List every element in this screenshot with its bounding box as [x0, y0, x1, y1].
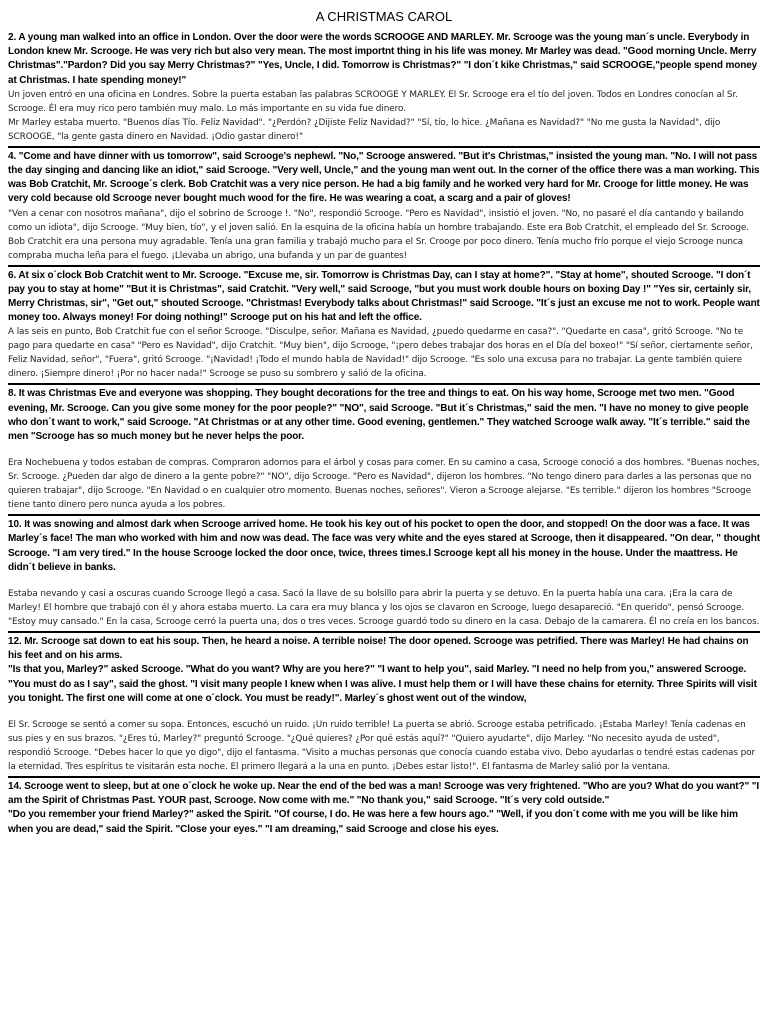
section-14: [8, 776, 760, 839]
spacer: [8, 706, 760, 718]
spanish-paragraph: Un joven entró en una oficina en Londres. Sobre la puerta estaban las palabras SCROOGE Y MARLEY. El Sr. Scrooge era el tío del joven. Todos en Londres conocían al Sr. Scrooge. Él era muy rico pero también muy malo. Lo más importante en su vida fue dinero.: [8, 89, 738, 114]
english-paragraph: 4. "Come and have dinner with us tomorrow", said Scrooge's nephewl. "No," Scrooge answered. "But it's Christmas," insisted the young man. "No. I will not pass the day singing and dancing like an idiot," said Scrooge. "Very well, Uncle," and the young man went out. In the corner of the office there was a man working. This was Bob Cratchit, Mr. Scrooge´s clerk. Bob Cratchit was a very nice person. He had a big family and he worked very hard for Mr. Crooge for little money. He was very cold because old Scrooge never bought much wood for the fire. He was wearing a coat, a scarg and a pair of gloves!: [8, 150, 760, 205]
english-paragraph: 6. At six o´clock Bob Cratchit went to Mr. Scrooge. "Excuse me, sir. Tomorrow is Christmas Day, can I stay at home?". "Stay at home", shouted Scrooge. "I don´t pay you to stay at home" "But it is Christmas", said Cratchit. "Very well," said Scrooge, "but you must work double hours on boxing Day !" "Yes sir, certainly sir, Merry Christmas, sir", "Get out," shouted Scrooge. "Christmas! Everybody talks about Christmas!" said Scrooge. "It´s just an excuse me not to work. People want money too. Always money! For doing nothing!" Scrooge put on his hat and left the office.: [8, 269, 760, 324]
section-8: [8, 383, 760, 514]
spanish-paragraph: Era Nochebuena y todos estaban de compras. Compraron adornos para el árbol y cosas para comer. En su camino a casa, Scrooge conoció a dos hombres. "Buenas noches, Sr. Scrooge. ¿Pueden dar algo de dinero a la gente pobre?" "NO", dijo Scrooge. "Pero es Navidad", dijeron los hombres. "No tengo dinero para darles a las personas que no quieren trabajar", dijo Scrooge. "En Navidad o en cualquier otro momento. Buenas noches, señores". Vieron a Scrooge alejarse. "Es terrible." dijeron los hombres "Scrooge tiene tanto dinero pero nunca ayuda a los pobres.: [8, 458, 760, 511]
section-2: [8, 31, 760, 146]
english-paragraph: 2. A young man walked into an office in London. Over the door were the words SCROOGE AND MARLEY. Mr. Scrooge was the young man´s uncle. Everybody in London knew Mr. Scrooge. He was very rich but also very mean. The most importnt thing in his life was money. Mr Marley was dead. "Good morning Uncle. Merry Christmas"."Pardon? Did you say Merry Christmas?" "Yes, Uncle, I did. Tomorrow is Christmas?" "I don´t kike Christmas," said SCROOGE,"people spend money at Christmas. I hate spending money!": [8, 32, 758, 86]
english-paragraph: "Is that you, Marley?" asked Scrooge. "What do you want? Why are you here?" "I want to help you", said Marley. "I need no help from you," answered Scrooge.: [8, 664, 747, 676]
section-10: [8, 514, 760, 631]
section-6: [8, 265, 760, 384]
section-4: [8, 146, 760, 265]
spanish-paragraph: "Ven a cenar con nosotros mañana", dijo el sobrino de Scrooge !. "No", respondió Scrooge. "Pero es Navidad", insistió el joven. "No, no pasaré el día cantando y bailando como un idiota", dijo Scrooge. "Muy bien, tío", y el joven salió. En la esquina de la oficina había un hombre trabajando. Este era Bob Cratchit, el empleado del Sr. Scrooge. Bob Cratchit era una persona muy agradable. Tenía una gran familia y trabajó mucho para el Sr. Crooge por poco dinero. Tenía mucho frío porque el viejo Scrooge nunca compraba mucha leña para el fuego. ¡Llevaba un abrigo, una bufanda y un par de guantes!: [8, 208, 749, 261]
document-page: [8, 0, 760, 839]
english-paragraph: "Do you remember your friend Marley?" asked the Spirit. "Of course, I do. He was here a few hours ago." "Well, if you don´t come with me you will be like him when you are dead," said the Spirit. "Close your eyes." "I am dreaming," said Scrooge and close his eyes.: [8, 809, 738, 835]
english-paragraph: 10. It was snowing and almost dark when Scrooge arrived home. He took his key out of his pocket to open the door, and stopped! On the door was a face. It was Marley´s face! The man who worked with him and now was dead. The face was very white and the eyes stared at Scrooge, then it disappeared. "On dear, " thought Scrooge. "I am very tired." In the house Scrooge locked the door once, twice, threes times.l Scrooge kept all his money in the house. Under the maattress. He didn´t believe in banks.: [8, 519, 760, 573]
spanish-paragraph: Mr Marley estaba muerto. "Buenos días Tío. Feliz Navidad". "¿Perdón? ¿Dijiste Feliz Navidad?" "Sí, tío, lo hice. ¿Mañana es Navidad?" "No me gusta la Navidad", dijo SCROOGE, "la gente gasta dinero en Navidad. ¡Odio gastar dinero!": [8, 117, 721, 142]
english-paragraph: 14. Scrooge went to sleep, but at one o´clock he woke up. Near the end of the bed was a man! Scrooge was very frightened. "Who are you? What do you want?" "I am the Spirit of Christmas Past. YOUR past, Scrooge. Now come with me." "No thank you," said Scrooge. "It´s very cold outside.": [8, 781, 760, 807]
document-title: A CHRISTMAS CAROL: [315, 9, 453, 24]
spacer: [8, 575, 760, 587]
spacer: [8, 444, 760, 456]
english-paragraph: 8. It was Christmas Eve and everyone was shopping. They bought decorations for the tree and things to eat. On his way home, Scrooge met two men. "Good evening, Mr. Scrooge. Can you give some money for the poor people?" "NO", said Scrooge. "But it´s Christmas," said the men. "I have no money to give people who don´t want to work," said Scrooge. "At Christmas or at any other time. Good evening, gentlemen." They watched Scrooge walk away. "It´s terrible." said the men "Scrooge has so much money but he never helps the poor.: [8, 388, 750, 443]
english-paragraph: 12. Mr. Scrooge sat down to eat his soup. Then, he heard a noise. A terrible noise! The door opened. Scrooge was petrified. There was Marley! He had chains on his feet and on his arms.: [8, 636, 749, 662]
spanish-paragraph: El Sr. Scrooge se sentó a comer su sopa. Entonces, escuchó un ruido. ¡Un ruido terrible! La puerta se abrió. Scrooge estaba petrificado. ¡Estaba Marley! Tenía cadenas en sus pies y en sus brazos. "¿Eres tú, Marley?" preguntó Scrooge. "¿Qué quieres? ¿Por qué estás aquí?" "Quiero ayudarte", dijo Marley. "No necesito ayuda de usted", respondió Scrooge. "Debes hacer lo que yo digo", dijo el fantasma. "Visito a muchas personas que conocía cuando estaba vivo. Debo ayudarlas o tendré estas cadenas por la eternidad. Tres espíritus te visitarán esta noche. El primero llegará a la una en punto. ¡Debes estar listo!". El fantasma de Marley salió por la ventana.: [8, 720, 756, 773]
english-paragraph: "You must do as I say", said the ghost. "I visit many people I knew when I was alive. I must help them or I will have these chains for eternity. Three Spirits will visit you tonight. The first one will come at one o´clock. You must be ready!". Marley´s ghost went out of the window,: [8, 678, 757, 704]
spanish-paragraph: A las seis en punto, Bob Cratchit fue con el señor Scrooge. "Disculpe, señor. Mañana es Navidad, ¿puedo quedarme en casa?". "Quedarte en casa", gritó Scrooge. "No te pago para quedarte en casa" "Pero es Navidad", dijo Cratchit. "Muy bien", dijo Scrooge, "¡pero debes trabajar dos horas en el Día del boxeo!" "Sí señor, ciertamente señor, Feliz Navidad, señor", "Fuera", gritó Scrooge. "¡Navidad! ¡Todo el mundo habla de Navidad!" dijo Scrooge. "Es solo una excusa para no trabajar. La gente también quiere dinero. ¡Siempre dinero! ¡Por no hacer nada!" Scrooge se puso su sombrero y salió de la oficina.: [8, 327, 753, 380]
spanish-paragraph: Estaba nevando y casi a oscuras cuando Scrooge llegó a casa. Sacó la llave de su bolsillo para abrir la puerta y se detuvo. En la puerta había una cara. ¡Era la cara de Marley! El hombre que trabajó con él y ahora estaba muerto. La cara era muy blanca y los ojos se clavaron en Scrooge, luego desapareció. "En querido", pensó Scrooge. "Estoy muy cansado." En la casa, Scrooge cerró la puerta una, dos o tres veces. Scrooge guardó todo su dinero en la casa. Debajo de la camarera. Él no creía en los bancos.: [8, 589, 760, 628]
section-12: [8, 631, 760, 776]
